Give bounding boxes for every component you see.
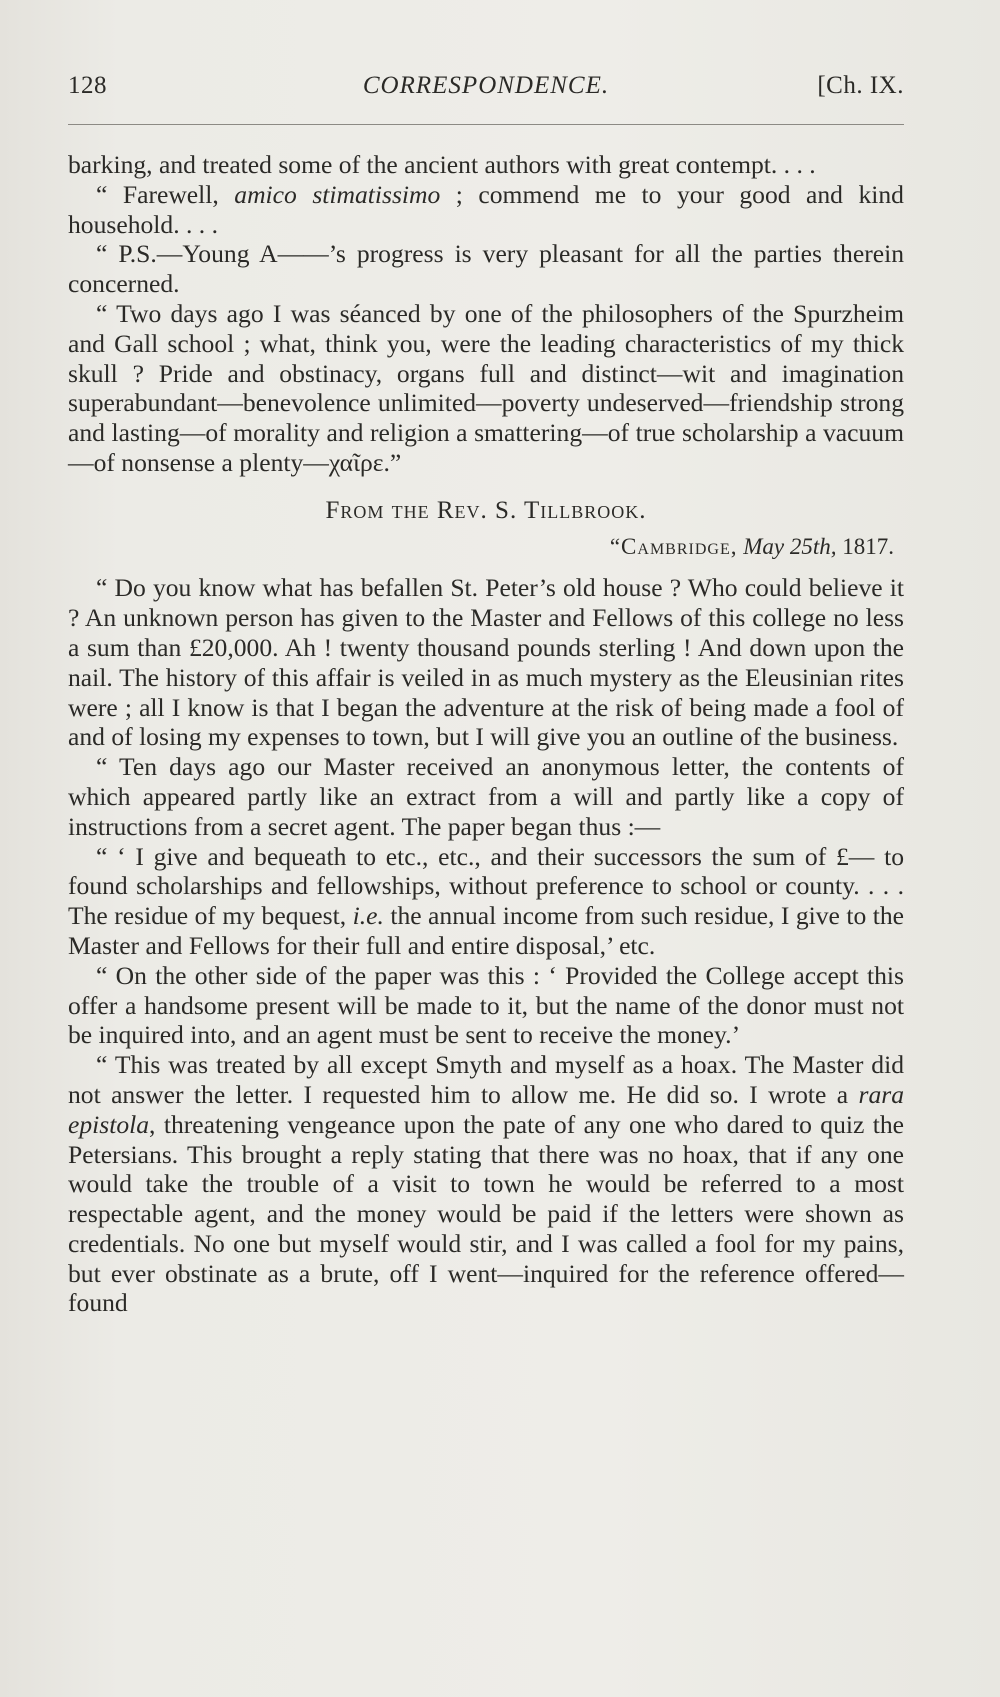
page-number: 128	[68, 72, 107, 99]
italic-phrase: amico stimatissimo	[234, 179, 441, 209]
paragraph-postscript: “ P.S.—Young A——’s progress is very pleasant for all the parties therein concerned.	[68, 239, 904, 299]
running-title: CORRESPONDENCE.	[362, 72, 610, 99]
text-span: , threatening vengeance upon the pate of any one who dared to quiz the Petersians. This brought a reply stating that there was no hoax, that if any one would take the trouble of a visit to town he would be referred to a most respectable agent, and the money would be paid if the letters were shown as credentials. No one but myself would stir, and I was called a fool for my pains, but ever obstinate as a brute, off I went—inquired for the reference offered—found	[68, 1109, 904, 1318]
paragraph-anonymous-letter: “ Ten days ago our Master received an anonymous letter, the contents of which appeared partly like an extract from a will and partly like a copy of instructions from a secret agent. The paper began thus :—	[68, 752, 904, 841]
paragraph-bequest	[68, 842, 904, 961]
paragraph-continuation: barking, and treated some of the ancient authors with great contempt. . . .	[68, 150, 816, 179]
page-body	[68, 150, 904, 1318]
text-span: “ This was treated by all except Smyth and myself as a hoax. The Master did not answer the letter. I requested him to allow me. He did so. I wrote a	[68, 1050, 904, 1109]
text-span: “ ‘ I give and bequeath to etc., etc., and their successors the sum of £— to found scholarships and fellowships, without preference to school or county. . . . The residue of my bequest,	[68, 841, 904, 931]
dateline-year: 1817.	[842, 533, 894, 559]
text-span: the annual income from such residue, I give to the Master and Fellows for their full and entire disposal,’ etc.	[68, 901, 904, 960]
running-header	[68, 72, 904, 112]
paragraph-st-peters: “ Do you know what has befallen St. Peter’s old house ? Who could believe it ? An unknown person has given to the Master and Fellows of this college no less a sum than £20,000. Ah ! twenty thousand pounds sterling ! And down upon the nail. The history of this affair is veiled in as much mystery as the Eleusinian rites were ; all I know is that I began the adventure at the risk of being made a fool of and of losing my expenses to town, but I will give you an outline of the business.	[68, 573, 904, 752]
paragraph-phrenology: “ Two days ago I was séanced by one of the philosophers of the Spurzheim and Gall school ; what, think you, were the leading characteristics of my thick skull ? Pride and obstinacy, organs full and distinct—wit and imagination superabundant—benevolence unlimited—poverty undeserved—friendship strong and lasting—of morality and religion a smattering—of true scholarship a vacuum—of nonsense a plenty—χαῖρε.”	[68, 298, 904, 477]
header-rule	[68, 124, 904, 125]
text-span: ; commend me to your good and kind household. . . .	[68, 179, 904, 239]
paragraph-farewell	[68, 180, 904, 240]
paragraph-hoax	[68, 1050, 904, 1318]
chapter-marker: [Ch. IX.	[817, 72, 904, 99]
italic-phrase: i.e.	[352, 901, 384, 931]
text-span: “ Farewell,	[96, 179, 235, 209]
dateline-place: “Cambridge,	[609, 533, 738, 559]
paragraph-other-side: “ On the other side of the paper was this : ‘ Provided the College accept this offer a handsome present will be made to it, but the name of the donor must not be inquired into, and an agent must be sent to receive the money.’	[68, 960, 904, 1050]
letter-heading: From the Rev. S. Tillbrook.	[325, 496, 647, 524]
dateline-date: May 25th,	[743, 533, 837, 559]
italic-phrase: rara epistola	[68, 1079, 904, 1139]
letter-dateline	[68, 532, 894, 562]
